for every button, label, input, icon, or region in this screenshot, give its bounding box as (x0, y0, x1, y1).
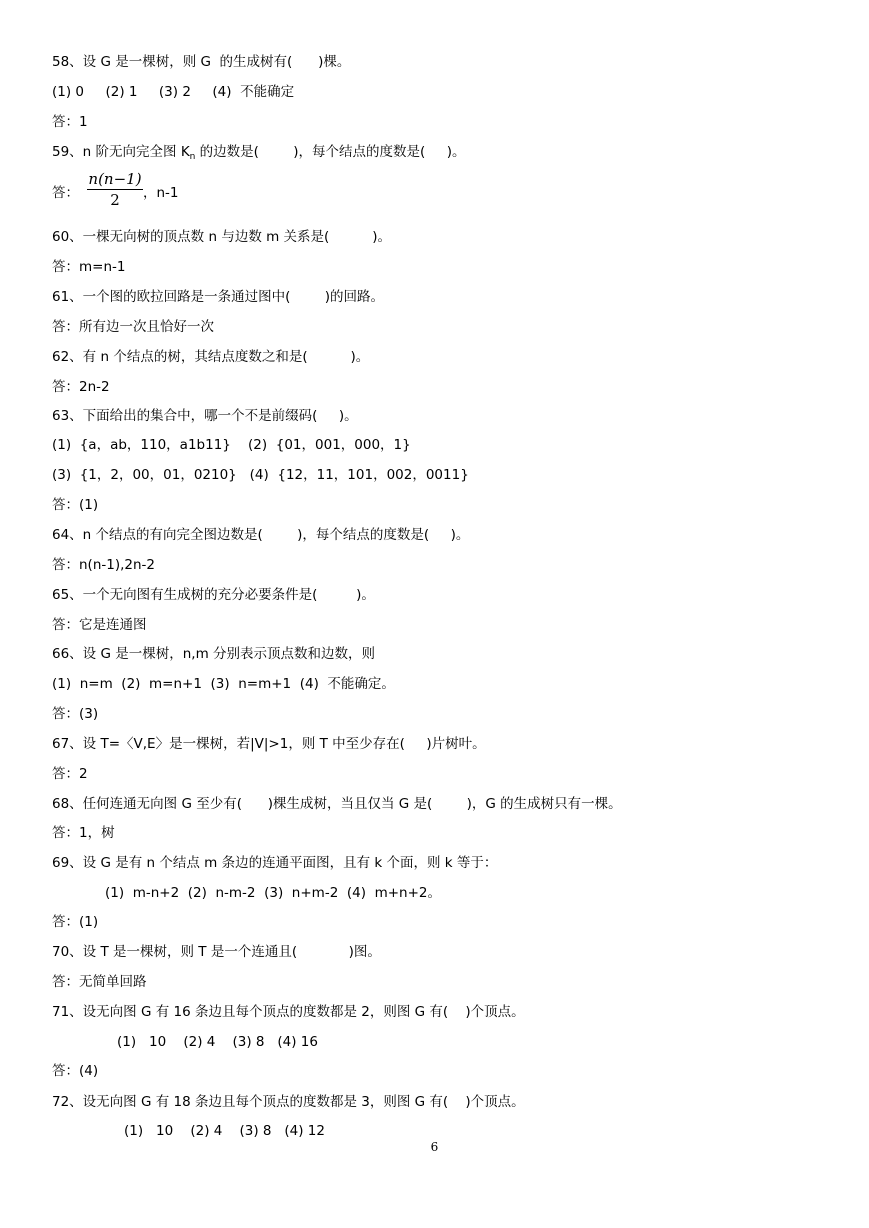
question-65: 65、一个无向图有生成树的充分必要条件是( )。 (52, 587, 375, 603)
answer-59-suffix: ，n-1 (143, 185, 179, 201)
question-64: 64、n 个结点的有向完全图边数是( )，每个结点的度数是( )。 (52, 527, 470, 543)
answer-66: 答：(3) (52, 706, 99, 722)
question-61: 61、一个图的欧拉回路是一条通过图中( )的回路。 (52, 289, 385, 305)
question-70: 70、设 T 是一棵树，则 T 是一个连通且( )图。 (52, 944, 381, 960)
options-71: (1) 10 (2) 4 (3) 8 (4) 16 (117, 1034, 318, 1050)
question-68: 68、任何连通无向图 G 至少有( )棵生成树，当且仅当 G 是( )，G 的生成树只有一棵。 (52, 796, 622, 812)
options-63-b: (3) {1，2，00，01，0210} (4) {12，11，101，002，0011} (52, 467, 469, 483)
question-59-text: 59、n 阶无向完全图 K (52, 144, 190, 160)
question-60: 60、一棵无向树的顶点数 n 与边数 m 关系是( )。 (52, 229, 391, 245)
answer-61: 答：所有边一次且恰好一次 (52, 319, 214, 335)
question-63: 63、下面给出的集合中，哪一个不是前缀码( )。 (52, 408, 358, 424)
options-58: (1) 0 (2) 1 (3) 2 (4) 不能确定 (52, 84, 295, 100)
question-67: 67、设 T=〈V,E〉是一棵树，若|V|>1，则 T 中至少存在( )片树叶。 (52, 736, 486, 752)
question-66: 66、设 G 是一棵树，n,m 分别表示顶点数和边数，则 (52, 646, 376, 662)
subscript-n: n (189, 152, 196, 162)
fraction-numerator: n(n−1) (88, 170, 142, 188)
answer-63: 答：(1) (52, 497, 99, 513)
answer-67: 答：2 (52, 766, 88, 782)
answer-68: 答：1，树 (52, 825, 115, 841)
answer-59-prefix: 答： (52, 185, 79, 201)
question-62: 62、有 n 个结点的树，其结点度数之和是( )。 (52, 349, 370, 365)
options-69: (1) m-n+2 (2) n-m-2 (3) n+m-2 (4) m+n+2。 (105, 885, 441, 901)
answer-62: 答：2n-2 (52, 379, 110, 395)
answer-60: 答：m=n-1 (52, 259, 126, 275)
answer-58: 答：1 (52, 114, 88, 130)
fraction-formula (87, 170, 143, 209)
question-69: 69、设 G 是有 n 个结点 m 条边的连通平面图，且有 k 个面，则 k 等于： (52, 855, 498, 871)
question-59 (52, 143, 466, 166)
answer-70: 答：无简单回路 (52, 974, 147, 990)
answer-64: 答：n(n-1),2n-2 (52, 557, 156, 573)
options-63-a: (1) {a，ab，110，a1b11} (2) {01，001，000，1} (52, 437, 411, 453)
question-58: 58、设 G 是一棵树，则 G 的生成树有( )棵。 (52, 54, 351, 70)
options-66: (1) n=m (2) m=n+1 (3) n=m+1 (4) 不能确定。 (52, 676, 395, 692)
fraction-denominator: 2 (110, 191, 120, 209)
question-72: 72、设无向图 G 有 18 条边且每个顶点的度数都是 3，则图 G 有( )个顶点。 (52, 1094, 525, 1110)
answer-65: 答：它是连通图 (52, 617, 147, 633)
answer-69: 答：(1) (52, 914, 99, 930)
question-59-rest: 的边数是( )，每个结点的度数是( )。 (195, 144, 466, 160)
options-72: (1) 10 (2) 4 (3) 8 (4) 12 (124, 1123, 325, 1139)
question-71: 71、设无向图 G 有 16 条边且每个顶点的度数都是 2，则图 G 有( )个顶点。 (52, 1004, 525, 1020)
page-number: 6 (430, 1140, 439, 1154)
answer-71: 答：(4) (52, 1063, 99, 1079)
fraction-bar (87, 189, 143, 190)
